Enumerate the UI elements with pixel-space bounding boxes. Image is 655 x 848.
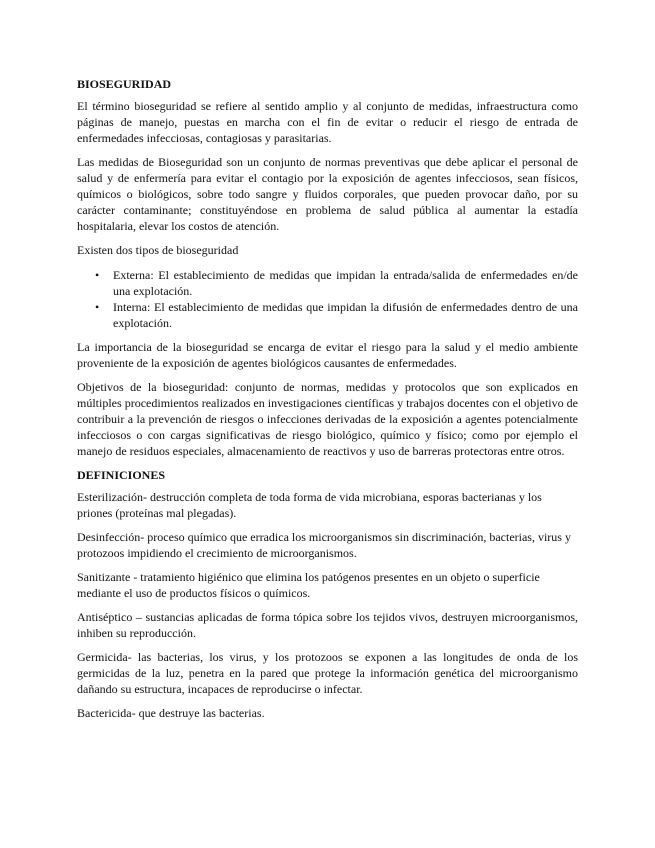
paragraph-measures: Las medidas de Bioseguridad son un conjunto de normas preventivas que debe aplicar el personal de salud y de enfermería para evitar el contagio por la exposición de agentes infecciosos, sean físicos, químicos o biológicos, sobre todo sangre y fluidos corporales, que pueden provocar daño, por su carácter contaminante; constituyéndose en problema de salud pública al aumentar la estadía hospitalaria, elevar los costos de atención.	[77, 155, 578, 233]
paragraph-types-intro: Existen dos tipos de bioseguridad	[77, 243, 239, 257]
list-item	[95, 267, 578, 299]
types-list	[77, 267, 578, 331]
paragraph-objectives: Objetivos de la bioseguridad: conjunto de normas, medidas y protocolos que son explicados en múltiples procedimientos realizados en investigaciones científicas y trabajos docentes con el objetivo de contribuir a la prevención de riesgos o infecciones derivadas de la exposición a agentes potencialmente infecciosos o con cargas significativas de riesgo biológico, químico y físico; como por ejemplo el manejo de residuos especiales, almacenamiento de reactivos y uso de barreras protectoras entre otros.	[77, 380, 578, 458]
list-item-text: Interna: El establecimiento de medidas que impidan la difusión de enfermedades dentro de una explotación.	[113, 300, 578, 330]
definition-sanitizante: Sanitizante - tratamiento higiénico que elimina los patógenos presentes en un objeto o superficie mediante el uso de productos físicos o químicos.	[77, 570, 540, 600]
definition-antiseptico: Antiséptico – sustancias aplicadas de forma tópica sobre los tejidos vivos, destruyen microorganismos, inhiben su reproducción.	[77, 610, 578, 640]
list-item-text: Externa: El establecimiento de medidas que impidan la entrada/salida de enfermedades en/de una explotación.	[113, 268, 578, 298]
paragraph-definition: El término bioseguridad se refiere al sentido amplio y al conjunto de medidas, infraestructura como páginas de manejo, puestas en marcha con el fin de evitar o reducir el riesgo de entrada de enfermedades infecciosas, contagiosas y parasitarias.	[77, 99, 578, 145]
definition-bactericida: Bactericida- que destruye las bacterias.	[77, 706, 265, 720]
document-page	[77, 76, 578, 729]
definition-germicida: Germicida- las bacterias, los virus, y los protozoos se exponen a las longitudes de onda de los germicidas de la luz, penetra en la pared que protege la información genética del microorganismo dañando su estructura, incapaces de reproducirse o infectar.	[77, 650, 578, 696]
list-item	[95, 299, 578, 331]
section-heading-bioseguridad: BIOSEGURIDAD	[77, 77, 172, 91]
definition-desinfeccion: Desinfección- proceso químico que erradica los microorganismos sin discriminación, bacterias, virus y protozoos impidiendo el crecimiento de microorganismos.	[77, 530, 571, 560]
definition-esterilizacion: Esterilización- destrucción completa de toda forma de vida microbiana, esporas bacterianas y los priones (proteínas mal plegadas).	[77, 490, 542, 520]
bullet-icon: •	[95, 300, 100, 314]
paragraph-importance: La importancia de la bioseguridad se encarga de evitar el riesgo para la salud y el medio ambiente proveniente de la exposición de agentes biológicos causantes de enfermedades.	[77, 340, 578, 370]
section-heading-definiciones: DEFINICIONES	[77, 468, 166, 482]
bullet-icon: •	[95, 268, 100, 282]
